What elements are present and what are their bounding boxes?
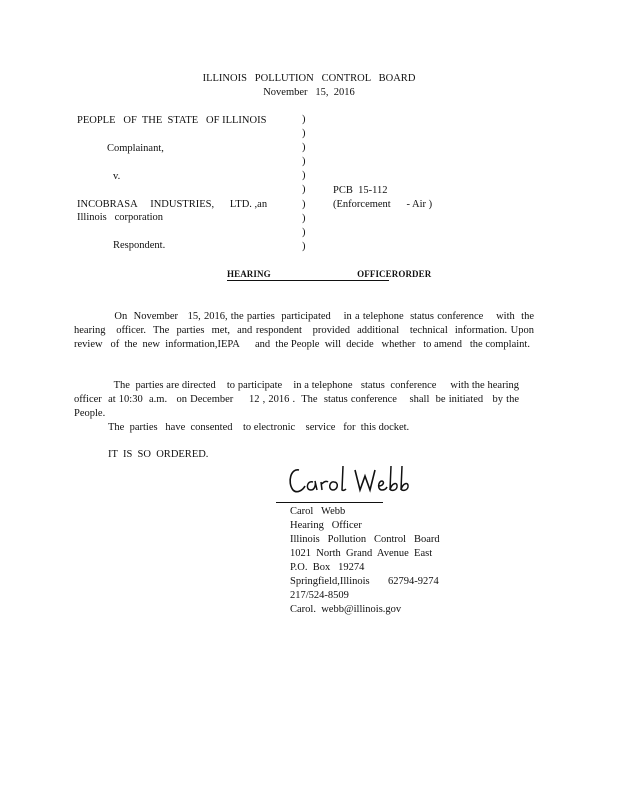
respondent-role: Respondent. (113, 240, 166, 251)
signer-organization: Illinois Pollution Control Board (290, 534, 440, 545)
signer-email: Carol. webb@illinois.gov (290, 604, 402, 615)
paren: ) (302, 240, 306, 252)
order-title: HEARING OFFICERORDER (227, 269, 432, 279)
order-title-underline (227, 280, 389, 281)
address-city: Springfield,Illinois 62794-9274 (290, 576, 439, 587)
paren: ) (302, 156, 306, 168)
paren: ) (302, 114, 306, 125)
handwritten-signature (285, 460, 415, 500)
respondent-name-line1: INCOBRASA INDUSTRIES, LTD. ,an (77, 199, 268, 210)
paragraph-2 (74, 365, 522, 421)
signer-name: Carol Webb (290, 506, 346, 517)
versus-label: v. (113, 171, 121, 182)
paragraph-text: On November 15, 2016, the parties participated in a telephone status conference with the hearing officer. The parties met, and respondent provided additional technical information. Upon review of the new information,IEPA and the People will decide whether to amend the complaint. (74, 311, 540, 350)
respondent-name-line2: Illinois corporation (77, 212, 164, 223)
board-name: ILLINOIS POLLUTION CONTROL BOARD (202, 73, 416, 84)
paren: ) (302, 142, 306, 154)
signer-phone: 217/524-8509 (290, 590, 349, 601)
paren: ) (302, 128, 306, 140)
case-type: (Enforcement - Air ) (333, 199, 433, 210)
paren: ) (302, 198, 306, 210)
paragraph-3: The parties have consented to electronic service for this docket. (108, 422, 410, 433)
signature-line (276, 502, 383, 503)
address-po-box: P.O. Box 19274 (290, 562, 365, 573)
paragraph-1 (74, 296, 540, 352)
paren: ) (302, 170, 306, 182)
case-number: PCB 15-112 (333, 185, 388, 196)
order-date: November 15, 2016 (263, 87, 355, 98)
signer-title: Hearing Officer (290, 520, 362, 531)
caption-parentheses (302, 113, 306, 254)
complainant-role: Complainant, (107, 143, 164, 154)
address-street: 1021 North Grand Avenue East (290, 548, 433, 559)
paragraph-text: The parties are directed to participate in a telephone status conference with the hearing officer at 10:30 a.m. on December 12 , 2016 . The status conference shall be initiated by the People. (74, 380, 522, 419)
paren: ) (302, 212, 306, 224)
signature-block (290, 505, 440, 617)
paren: ) (302, 184, 306, 196)
complainant-name: PEOPLE OF THE STATE OF ILLINOIS (77, 115, 267, 126)
paragraph-4: IT IS SO ORDERED. (108, 449, 209, 460)
paren: ) (302, 226, 306, 238)
